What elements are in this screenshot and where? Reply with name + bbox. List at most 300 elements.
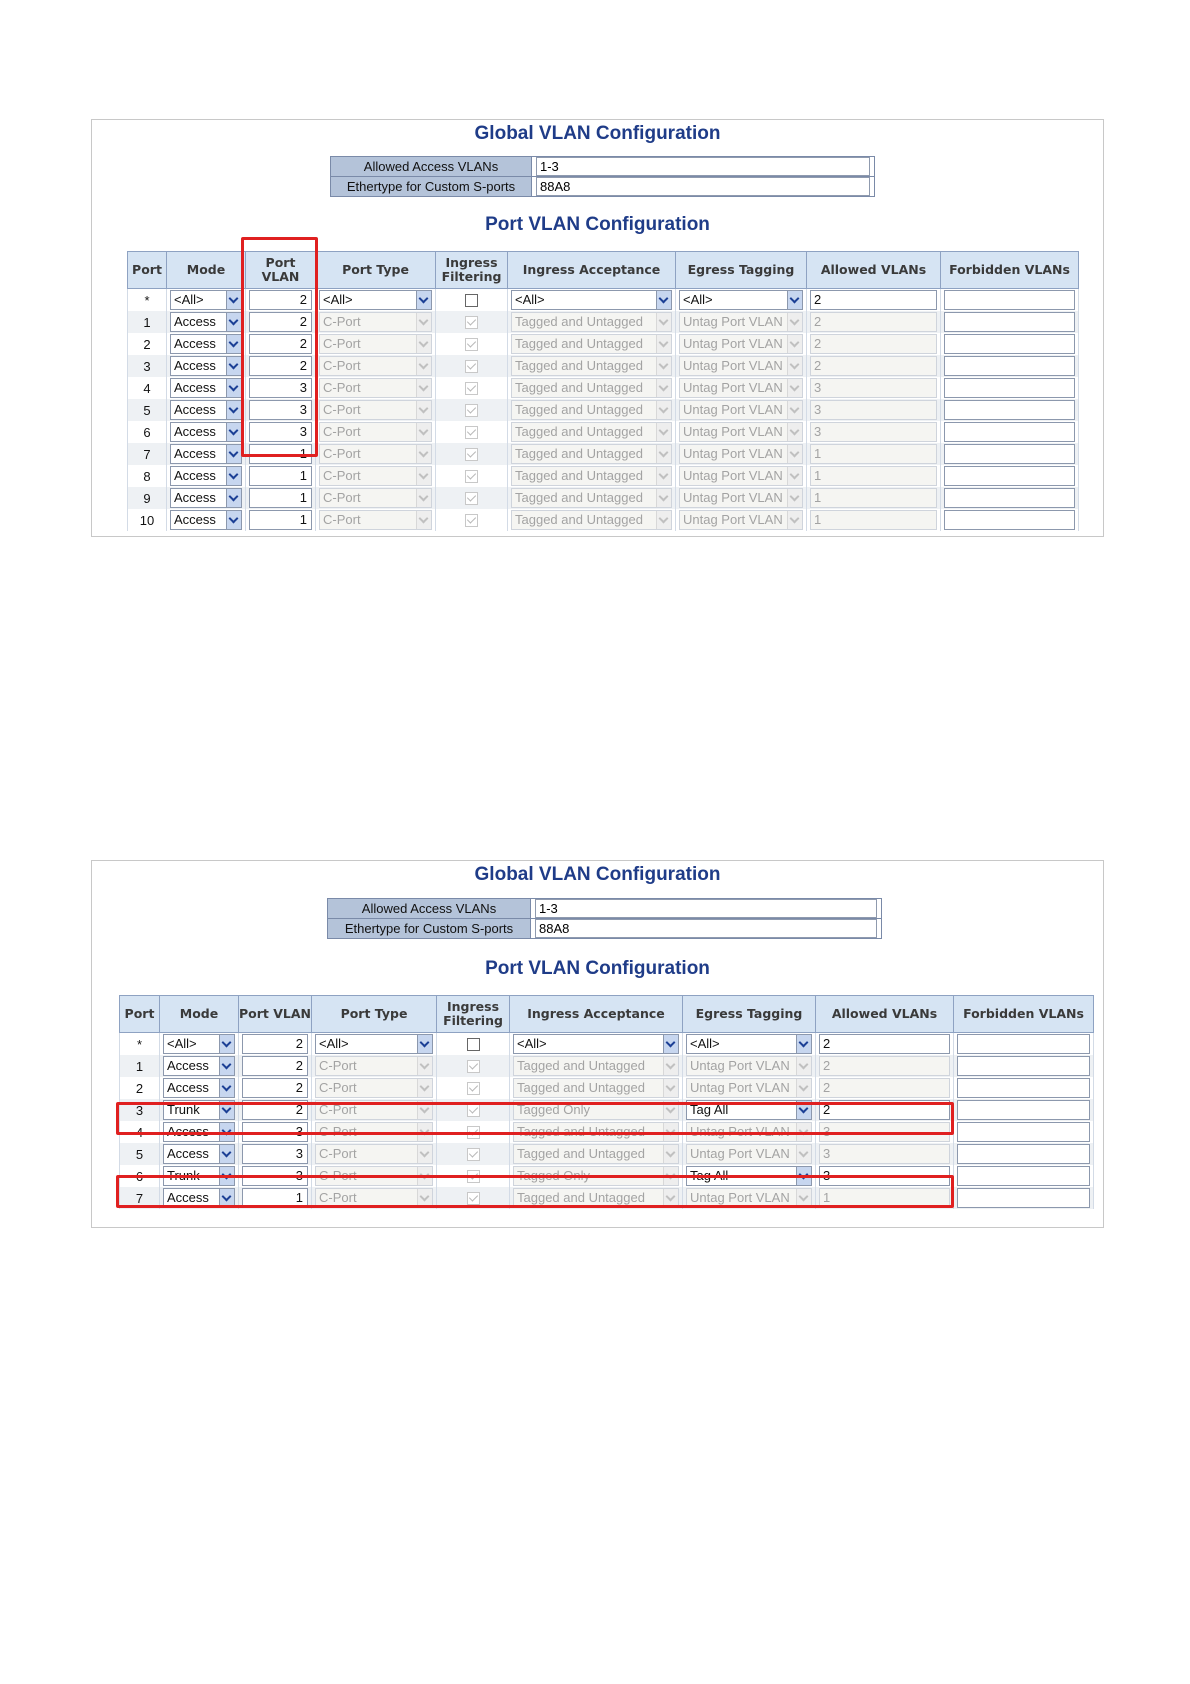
chevron-down-icon xyxy=(226,357,241,375)
global-vlan-table xyxy=(330,156,875,197)
port-type-select[interactable] xyxy=(315,1100,433,1120)
port-number: 7 xyxy=(120,1187,160,1209)
ingress-filtering-checkbox[interactable] xyxy=(467,1170,480,1183)
allowed-access-vlans-label: Allowed Access VLANs xyxy=(331,157,532,177)
port-number: 2 xyxy=(120,1077,160,1099)
port-type-select[interactable] xyxy=(319,422,432,442)
port-vlan-input[interactable]: 2 xyxy=(242,1078,308,1098)
mode-select-value: Trunk xyxy=(167,1168,200,1183)
forbidden-vlans-input[interactable] xyxy=(944,488,1075,508)
chevron-down-icon xyxy=(416,423,431,441)
chevron-down-icon xyxy=(796,1189,811,1207)
chevron-down-icon xyxy=(226,379,241,397)
table-row xyxy=(128,509,1079,531)
chevron-down-icon xyxy=(787,423,802,441)
ingress-filtering-checkbox[interactable] xyxy=(467,1148,480,1161)
allowed-vlans-input[interactable]: 3 xyxy=(810,378,937,398)
egress-tagging-select-value: Tag All xyxy=(690,1102,729,1117)
allowed-vlans-input[interactable]: 1 xyxy=(810,488,937,508)
port-type-select[interactable] xyxy=(315,1034,433,1054)
egress-tagging-select-value: Untag Port VLAN xyxy=(683,336,783,351)
ingress-acceptance-select[interactable] xyxy=(511,378,672,398)
ingress-filtering-checkbox[interactable] xyxy=(465,514,478,527)
chevron-down-icon xyxy=(416,379,431,397)
forbidden-vlans-input[interactable] xyxy=(957,1144,1090,1164)
chevron-down-icon xyxy=(656,335,671,353)
egress-tagging-select[interactable] xyxy=(679,356,803,376)
egress-tagging-select[interactable] xyxy=(679,312,803,332)
egress-tagging-select-value: Tag All xyxy=(690,1168,729,1183)
chevron-down-icon xyxy=(219,1123,234,1141)
port-vlan-input[interactable]: 2 xyxy=(249,356,312,376)
egress-tagging-select[interactable] xyxy=(679,444,803,464)
ingress-acceptance-select[interactable] xyxy=(511,510,672,530)
forbidden-vlans-input[interactable] xyxy=(944,400,1075,420)
ingress-acceptance-select-value: Tagged Only xyxy=(517,1102,590,1117)
port-type-select-value: C-Port xyxy=(323,490,361,505)
chevron-down-icon xyxy=(656,291,671,309)
egress-tagging-select[interactable] xyxy=(686,1100,812,1120)
allowed-access-vlans-input[interactable]: 1-3 xyxy=(535,899,877,918)
ingress-acceptance-select[interactable] xyxy=(513,1078,679,1098)
port-type-select-value: C-Port xyxy=(323,380,361,395)
port-number: 1 xyxy=(120,1055,160,1077)
mode-select[interactable] xyxy=(170,510,242,530)
allowed-access-vlans-input[interactable]: 1-3 xyxy=(536,157,870,176)
allowed-vlans-input[interactable]: 1 xyxy=(819,1188,950,1208)
allowed-vlans-input[interactable]: 3 xyxy=(819,1166,950,1186)
ingress-acceptance-select[interactable] xyxy=(511,356,672,376)
ingress-filtering-checkbox[interactable] xyxy=(465,382,478,395)
egress-tagging-select[interactable] xyxy=(679,290,803,310)
mode-select[interactable] xyxy=(163,1144,235,1164)
table-row xyxy=(120,1099,1094,1121)
allowed-vlans-input[interactable]: 3 xyxy=(810,422,937,442)
ingress-acceptance-select[interactable] xyxy=(513,1188,679,1208)
egress-tagging-select-value: Untag Port VLAN xyxy=(683,380,783,395)
ingress-filtering-checkbox[interactable] xyxy=(467,1082,480,1095)
allowed-vlans-input[interactable]: 1 xyxy=(810,510,937,530)
port-type-select-value: C-Port xyxy=(323,336,361,351)
mode-select[interactable] xyxy=(163,1166,235,1186)
egress-tagging-select[interactable] xyxy=(679,400,803,420)
egress-tagging-select-value: Untag Port VLAN xyxy=(690,1190,790,1205)
table-row xyxy=(120,1143,1094,1165)
column-header: Ingress Acceptance xyxy=(508,252,676,289)
allowed-vlans-input[interactable]: 2 xyxy=(819,1078,950,1098)
egress-tagging-select[interactable] xyxy=(686,1144,812,1164)
table-row xyxy=(128,311,1079,333)
ingress-filtering-checkbox[interactable] xyxy=(465,338,478,351)
chevron-down-icon xyxy=(417,1167,432,1185)
ingress-filtering-checkbox[interactable] xyxy=(467,1060,480,1073)
ingress-filtering-checkbox[interactable] xyxy=(465,360,478,373)
table-row xyxy=(128,465,1079,487)
chevron-down-icon xyxy=(226,313,241,331)
forbidden-vlans-input[interactable] xyxy=(944,334,1075,354)
port-type-select[interactable] xyxy=(315,1056,433,1076)
table-row xyxy=(120,1165,1094,1187)
port-type-select-value: C-Port xyxy=(319,1124,357,1139)
screenshot-panel-top xyxy=(91,119,1104,537)
forbidden-vlans-input[interactable] xyxy=(957,1122,1090,1142)
port-number: 10 xyxy=(128,509,167,531)
port-vlan-input[interactable]: 2 xyxy=(242,1034,308,1054)
egress-tagging-select-value: Untag Port VLAN xyxy=(683,512,783,527)
ingress-acceptance-select-value: Tagged and Untagged xyxy=(515,446,643,461)
forbidden-vlans-input[interactable] xyxy=(944,422,1075,442)
port-type-select-value: C-Port xyxy=(323,402,361,417)
chevron-down-icon xyxy=(416,291,431,309)
chevron-down-icon xyxy=(416,335,431,353)
chevron-down-icon xyxy=(416,489,431,507)
mode-select[interactable] xyxy=(163,1100,235,1120)
chevron-down-icon xyxy=(416,313,431,331)
ingress-acceptance-select[interactable] xyxy=(511,466,672,486)
ingress-acceptance-select[interactable] xyxy=(513,1056,679,1076)
egress-tagging-select[interactable] xyxy=(679,488,803,508)
mode-select-value: Access xyxy=(167,1190,209,1205)
forbidden-vlans-input[interactable] xyxy=(957,1188,1090,1208)
port-vlan-input[interactable]: 2 xyxy=(249,312,312,332)
ingress-acceptance-select[interactable] xyxy=(511,400,672,420)
ingress-filtering-checkbox[interactable] xyxy=(465,492,478,505)
chevron-down-icon xyxy=(796,1057,811,1075)
port-vlan-input[interactable]: 3 xyxy=(242,1144,308,1164)
forbidden-vlans-input[interactable] xyxy=(944,510,1075,530)
ingress-acceptance-select-value: Tagged Only xyxy=(517,1168,590,1183)
global-vlan-title: Global VLAN Configuration xyxy=(474,864,721,885)
port-number: 4 xyxy=(120,1121,160,1143)
ingress-filtering-checkbox[interactable] xyxy=(465,404,478,417)
port-type-select-value: <All> xyxy=(323,292,353,307)
chevron-down-icon xyxy=(226,511,241,529)
ingress-filtering-checkbox[interactable] xyxy=(465,294,478,307)
ingress-filtering-checkbox[interactable] xyxy=(467,1104,480,1117)
mode-select-value: Access xyxy=(167,1058,209,1073)
egress-tagging-select-value: Untag Port VLAN xyxy=(683,446,783,461)
mode-select-value: <All> xyxy=(167,1036,197,1051)
port-type-select-value: C-Port xyxy=(323,424,361,439)
forbidden-vlans-input[interactable] xyxy=(957,1056,1090,1076)
ingress-acceptance-select-value: Tagged and Untagged xyxy=(517,1080,645,1095)
forbidden-vlans-input[interactable] xyxy=(944,444,1075,464)
egress-tagging-select[interactable] xyxy=(679,510,803,530)
column-header: Forbidden VLANs xyxy=(954,996,1094,1033)
table-row xyxy=(128,289,1079,312)
port-vlan-input[interactable]: 1 xyxy=(249,466,312,486)
forbidden-vlans-input[interactable] xyxy=(944,356,1075,376)
ingress-acceptance-select[interactable] xyxy=(513,1144,679,1164)
port-vlan-input[interactable]: 1 xyxy=(249,488,312,508)
port-type-select[interactable] xyxy=(319,466,432,486)
port-vlan-input[interactable]: 1 xyxy=(242,1188,308,1208)
allowed-vlans-input[interactable]: 1 xyxy=(810,466,937,486)
allowed-vlans-input[interactable]: 1 xyxy=(810,444,937,464)
mode-select-value: Access xyxy=(174,336,216,351)
mode-select-value: Access xyxy=(167,1124,209,1139)
port-type-select-value: C-Port xyxy=(323,358,361,373)
egress-tagging-select-value: Untag Port VLAN xyxy=(690,1080,790,1095)
port-vlan-input[interactable]: 2 xyxy=(249,334,312,354)
chevron-down-icon xyxy=(417,1145,432,1163)
column-header: Port xyxy=(120,996,160,1033)
port-number: 3 xyxy=(128,355,167,377)
mode-select[interactable] xyxy=(170,466,242,486)
mode-select[interactable] xyxy=(163,1188,235,1208)
port-type-select[interactable] xyxy=(315,1144,433,1164)
chevron-down-icon xyxy=(226,423,241,441)
port-type-select[interactable] xyxy=(319,400,432,420)
allowed-vlans-input[interactable]: 2 xyxy=(819,1034,950,1054)
mode-select-value: Access xyxy=(174,358,216,373)
egress-tagging-select-value: Untag Port VLAN xyxy=(683,468,783,483)
mode-select[interactable] xyxy=(163,1122,235,1142)
chevron-down-icon xyxy=(656,511,671,529)
port-vlan-input[interactable]: 3 xyxy=(242,1122,308,1142)
column-header: Egress Tagging xyxy=(676,252,807,289)
mode-select[interactable] xyxy=(163,1034,235,1054)
port-type-select[interactable] xyxy=(319,378,432,398)
port-vlan-input[interactable]: 2 xyxy=(249,290,312,310)
port-type-select[interactable] xyxy=(315,1188,433,1208)
port-type-select[interactable] xyxy=(319,444,432,464)
chevron-down-icon xyxy=(226,335,241,353)
port-number: 5 xyxy=(128,399,167,421)
egress-tagging-select-value: Untag Port VLAN xyxy=(683,490,783,505)
allowed-vlans-input[interactable]: 2 xyxy=(819,1056,950,1076)
allowed-vlans-input[interactable]: 2 xyxy=(810,334,937,354)
ethertype-input[interactable]: 88A8 xyxy=(536,177,870,196)
forbidden-vlans-input[interactable] xyxy=(944,312,1075,332)
chevron-down-icon xyxy=(796,1167,811,1185)
chevron-down-icon xyxy=(796,1123,811,1141)
ingress-acceptance-select[interactable] xyxy=(511,488,672,508)
egress-tagging-select-value: Untag Port VLAN xyxy=(690,1058,790,1073)
chevron-down-icon xyxy=(796,1101,811,1119)
ingress-acceptance-select[interactable] xyxy=(511,312,672,332)
ingress-acceptance-select-value: <All> xyxy=(517,1036,547,1051)
ingress-acceptance-select-value: Tagged and Untagged xyxy=(515,358,643,373)
egress-tagging-select[interactable] xyxy=(679,422,803,442)
port-type-select[interactable] xyxy=(319,356,432,376)
column-header: Ingress Filtering xyxy=(436,252,508,289)
allowed-vlans-input[interactable]: 3 xyxy=(819,1144,950,1164)
ingress-filtering-checkbox[interactable] xyxy=(465,448,478,461)
chevron-down-icon xyxy=(663,1145,678,1163)
port-type-select[interactable] xyxy=(315,1166,433,1186)
port-number: * xyxy=(128,289,167,312)
mode-select-value: Access xyxy=(174,380,216,395)
ingress-filtering-checkbox[interactable] xyxy=(465,426,478,439)
port-type-select-value: C-Port xyxy=(319,1190,357,1205)
egress-tagging-select[interactable] xyxy=(686,1034,812,1054)
mode-select-value: Access xyxy=(174,424,216,439)
chevron-down-icon xyxy=(656,379,671,397)
global-vlan-table xyxy=(327,898,882,939)
mode-select[interactable] xyxy=(170,444,242,464)
column-header: Allowed VLANs xyxy=(816,996,954,1033)
ingress-filtering-checkbox[interactable] xyxy=(465,470,478,483)
chevron-down-icon xyxy=(226,401,241,419)
mode-select[interactable] xyxy=(170,334,242,354)
allowed-vlans-input[interactable]: 2 xyxy=(819,1100,950,1120)
mode-select-value: Access xyxy=(174,314,216,329)
chevron-down-icon xyxy=(219,1167,234,1185)
port-vlan-input[interactable]: 3 xyxy=(249,378,312,398)
mode-select[interactable] xyxy=(163,1056,235,1076)
port-type-select[interactable] xyxy=(319,488,432,508)
ingress-acceptance-select[interactable] xyxy=(511,290,672,310)
port-type-select[interactable] xyxy=(319,510,432,530)
table-row xyxy=(128,399,1079,421)
allowed-vlans-input[interactable]: 3 xyxy=(810,400,937,420)
egress-tagging-select[interactable] xyxy=(679,378,803,398)
forbidden-vlans-input[interactable] xyxy=(957,1100,1090,1120)
ingress-acceptance-select[interactable] xyxy=(513,1122,679,1142)
column-header: Port Type xyxy=(312,996,437,1033)
forbidden-vlans-input[interactable] xyxy=(957,1078,1090,1098)
chevron-down-icon xyxy=(417,1189,432,1207)
mode-select[interactable] xyxy=(170,312,242,332)
allowed-vlans-input[interactable]: 2 xyxy=(810,356,937,376)
chevron-down-icon xyxy=(787,489,802,507)
ingress-acceptance-select-value: Tagged and Untagged xyxy=(517,1190,645,1205)
port-vlan-input[interactable]: 2 xyxy=(242,1056,308,1076)
mode-select-value: <All> xyxy=(174,292,204,307)
chevron-down-icon xyxy=(663,1167,678,1185)
port-type-select-value: C-Port xyxy=(323,314,361,329)
egress-tagging-select[interactable] xyxy=(679,334,803,354)
forbidden-vlans-input[interactable] xyxy=(944,290,1075,310)
port-vlan-input[interactable]: 3 xyxy=(249,400,312,420)
ingress-acceptance-select-value: Tagged and Untagged xyxy=(515,468,643,483)
egress-tagging-select[interactable] xyxy=(686,1078,812,1098)
table-row xyxy=(128,421,1079,443)
column-header: Port VLAN xyxy=(246,252,316,289)
chevron-down-icon xyxy=(656,423,671,441)
chevron-down-icon xyxy=(787,511,802,529)
mode-select-value: Access xyxy=(174,490,216,505)
forbidden-vlans-input[interactable] xyxy=(957,1034,1090,1054)
chevron-down-icon xyxy=(219,1057,234,1075)
ingress-acceptance-select[interactable] xyxy=(511,334,672,354)
port-vlan-input[interactable]: 1 xyxy=(249,510,312,530)
allowed-vlans-input[interactable]: 3 xyxy=(819,1122,950,1142)
chevron-down-icon xyxy=(787,467,802,485)
ingress-acceptance-select[interactable] xyxy=(513,1100,679,1120)
chevron-down-icon xyxy=(796,1145,811,1163)
ingress-acceptance-select[interactable] xyxy=(511,422,672,442)
port-type-select[interactable] xyxy=(319,290,432,310)
table-row xyxy=(128,355,1079,377)
port-number: 7 xyxy=(128,443,167,465)
ingress-acceptance-select[interactable] xyxy=(511,444,672,464)
port-type-select[interactable] xyxy=(315,1078,433,1098)
egress-tagging-select-value: Untag Port VLAN xyxy=(683,424,783,439)
forbidden-vlans-input[interactable] xyxy=(944,466,1075,486)
chevron-down-icon xyxy=(656,313,671,331)
mode-select[interactable] xyxy=(170,488,242,508)
egress-tagging-select[interactable] xyxy=(686,1188,812,1208)
egress-tagging-select[interactable] xyxy=(686,1166,812,1186)
port-type-select[interactable] xyxy=(315,1122,433,1142)
port-vlan-input[interactable]: 2 xyxy=(242,1100,308,1120)
chevron-down-icon xyxy=(416,467,431,485)
ingress-acceptance-select[interactable] xyxy=(513,1166,679,1186)
ingress-filtering-checkbox[interactable] xyxy=(467,1038,480,1051)
allowed-vlans-input[interactable]: 2 xyxy=(810,312,937,332)
chevron-down-icon xyxy=(219,1145,234,1163)
column-header: Mode xyxy=(160,996,239,1033)
mode-select[interactable] xyxy=(170,422,242,442)
chevron-down-icon xyxy=(663,1101,678,1119)
chevron-down-icon xyxy=(417,1079,432,1097)
port-number: 1 xyxy=(128,311,167,333)
forbidden-vlans-input[interactable] xyxy=(944,378,1075,398)
chevron-down-icon xyxy=(796,1035,811,1053)
ingress-acceptance-select-value: <All> xyxy=(515,292,545,307)
mode-select[interactable] xyxy=(170,378,242,398)
port-vlan-input[interactable]: 3 xyxy=(249,422,312,442)
chevron-down-icon xyxy=(787,313,802,331)
ingress-filtering-checkbox[interactable] xyxy=(467,1192,480,1205)
port-type-select[interactable] xyxy=(319,312,432,332)
egress-tagging-select-value: Untag Port VLAN xyxy=(690,1146,790,1161)
ingress-filtering-checkbox[interactable] xyxy=(467,1126,480,1139)
forbidden-vlans-input[interactable] xyxy=(957,1166,1090,1186)
mode-select-value: Trunk xyxy=(167,1102,200,1117)
port-type-select-value: C-Port xyxy=(323,468,361,483)
port-type-select[interactable] xyxy=(319,334,432,354)
egress-tagging-select[interactable] xyxy=(679,466,803,486)
column-header: Port VLAN xyxy=(239,996,312,1033)
ethertype-input[interactable]: 88A8 xyxy=(535,919,877,938)
chevron-down-icon xyxy=(417,1057,432,1075)
port-type-select-value: <All> xyxy=(319,1036,349,1051)
ingress-acceptance-select[interactable] xyxy=(513,1034,679,1054)
egress-tagging-select-value: Untag Port VLAN xyxy=(683,358,783,373)
mode-select[interactable] xyxy=(170,356,242,376)
egress-tagging-select[interactable] xyxy=(686,1122,812,1142)
table-row xyxy=(128,443,1079,465)
chevron-down-icon xyxy=(787,401,802,419)
port-vlan-table xyxy=(119,995,1094,1209)
chevron-down-icon xyxy=(417,1035,432,1053)
chevron-down-icon xyxy=(417,1123,432,1141)
ingress-filtering-checkbox[interactable] xyxy=(465,316,478,329)
mode-select[interactable] xyxy=(163,1078,235,1098)
chevron-down-icon xyxy=(663,1035,678,1053)
port-number: 2 xyxy=(128,333,167,355)
chevron-down-icon xyxy=(656,467,671,485)
egress-tagging-select[interactable] xyxy=(686,1056,812,1076)
port-number: 6 xyxy=(128,421,167,443)
mode-select[interactable] xyxy=(170,290,242,310)
chevron-down-icon xyxy=(663,1079,678,1097)
port-type-select-value: C-Port xyxy=(323,446,361,461)
port-vlan-input[interactable]: 1 xyxy=(249,444,312,464)
allowed-vlans-input[interactable]: 2 xyxy=(810,290,937,310)
mode-select[interactable] xyxy=(170,400,242,420)
table-row xyxy=(120,1077,1094,1099)
chevron-down-icon xyxy=(219,1189,234,1207)
chevron-down-icon xyxy=(787,379,802,397)
chevron-down-icon xyxy=(416,445,431,463)
port-vlan-input[interactable]: 3 xyxy=(242,1166,308,1186)
port-vlan-table xyxy=(127,251,1079,531)
chevron-down-icon xyxy=(226,467,241,485)
